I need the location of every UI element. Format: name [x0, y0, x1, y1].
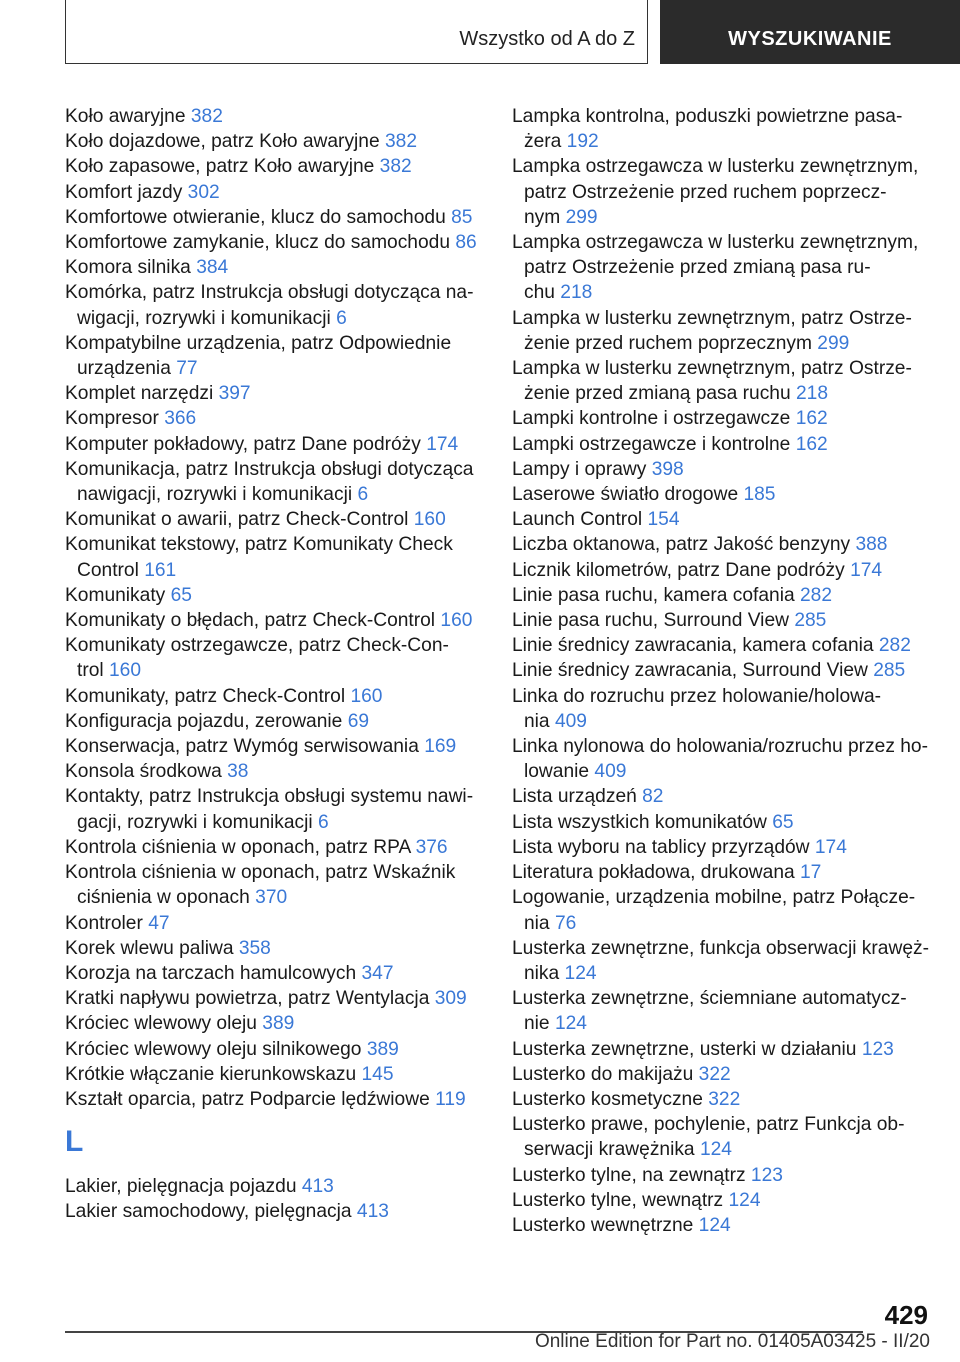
page-header: [0, 0, 960, 66]
index-entry-text: Komora silnika: [65, 257, 191, 279]
index-entry: [65, 1174, 485, 1199]
index-entry-text: Komunikaty: [65, 584, 166, 606]
index-entry-text: Lusterko wewnętrzne: [512, 1214, 694, 1236]
page-link[interactable]: 192: [566, 131, 599, 153]
page-link[interactable]: 174: [814, 836, 847, 858]
index-entry: [65, 633, 485, 683]
index-entry: [65, 784, 485, 834]
page-link[interactable]: 162: [795, 408, 828, 430]
index-entry: [512, 154, 932, 230]
index-entry: [65, 507, 485, 532]
index-entry: [65, 230, 485, 255]
index-entry-text: Lusterka zewnętrzne, usterki w działaniu: [512, 1038, 857, 1060]
index-entry: [512, 936, 932, 986]
index-list-l: [65, 1174, 485, 1224]
page-link[interactable]: 218: [796, 383, 829, 405]
index-entry-text: Lampki ostrzegawcze i kontrolne: [512, 433, 791, 455]
page-link[interactable]: 160: [413, 509, 446, 531]
index-entry-text: Konfiguracja pojazdu, zerowanie: [65, 710, 343, 732]
index-entry: [512, 1062, 932, 1087]
section-box: [65, 0, 648, 64]
index-entry: [65, 759, 485, 784]
index-entry: [512, 835, 932, 860]
index-entry: [512, 885, 932, 935]
index-entry: [65, 432, 485, 457]
page-link[interactable]: 86: [455, 232, 477, 254]
page-link[interactable]: 65: [170, 584, 192, 606]
index-entry-text: Lusterko kosmetyczne: [512, 1088, 703, 1110]
page-link[interactable]: 299: [817, 332, 850, 354]
index-entry: [512, 986, 932, 1036]
index-entry-text: Linie pasa ruchu, kamera cofania: [512, 584, 795, 606]
index-entry-text: Lampka ostrzegawcza w lusterku zewnętrznym,: [512, 156, 919, 178]
page-link[interactable]: 124: [564, 962, 597, 984]
index-entry-text: żera: [524, 131, 562, 153]
index-entry-text: Koło zapasowe, patrz Koło awaryjne: [65, 156, 375, 178]
index-entry-text: patrz Ostrzeżenie przed zmianą pasa ru-: [524, 257, 871, 279]
index-entry-text: Lampy i oprawy: [512, 458, 647, 480]
index-entry-text: nia: [524, 710, 550, 732]
index-entry-text: Kontrola ciśnienia w oponach, patrz Wskaźnik: [65, 862, 456, 884]
index-list-k: [65, 104, 485, 1112]
index-entry-text: Korek wlewu paliwa: [65, 937, 234, 959]
page-link[interactable]: 69: [347, 710, 370, 732]
index-entry: [512, 1037, 932, 1062]
page-link[interactable]: 123: [861, 1038, 894, 1060]
index-entry: [512, 684, 932, 734]
page-link[interactable]: 119: [435, 1088, 466, 1110]
index-entry: [65, 180, 485, 205]
index-entry: [512, 1188, 932, 1213]
index-entry: [65, 1037, 485, 1062]
index-entry: [65, 406, 485, 431]
index-entry-text: patrz Ostrzeżenie przed ruchem poprzecz-: [524, 181, 887, 203]
index-entry: [512, 230, 932, 306]
index-entry-text: Linie średnicy zawracania, kamera cofania: [512, 635, 874, 657]
page-link[interactable]: 160: [350, 685, 383, 707]
index-entry-text: Kompresor: [65, 408, 159, 430]
page-link[interactable]: 397: [218, 383, 251, 405]
page-link[interactable]: 358: [238, 937, 271, 959]
index-entry-text: Linka do rozruchu przez holowanie/holowa-: [512, 685, 882, 707]
index-entry-text: urządzenia: [77, 358, 171, 380]
index-entry: [65, 709, 485, 734]
page-link[interactable]: 124: [699, 1139, 732, 1161]
index-entry: [65, 381, 485, 406]
index-entry-text: Kontrola ciśnienia w oponach, patrz RPA: [65, 836, 411, 858]
index-entry-text: Komunikacja, patrz Instrukcja obsługi dotycząca: [65, 458, 474, 480]
index-entry-text: Komunikat tekstowy, patrz Komunikaty Check: [65, 534, 453, 556]
index-entry-text: Licznik kilometrów, patrz Dane podróży: [512, 559, 845, 581]
index-entry: [65, 1199, 485, 1224]
index-entry: [512, 104, 932, 154]
page-link[interactable]: 413: [301, 1176, 334, 1198]
page-link[interactable]: 366: [164, 408, 197, 430]
index-entry-text: Lusterka zewnętrzne, ściemniane automatycz-: [512, 988, 907, 1010]
index-entry: [65, 457, 485, 507]
index-entry-text: Lakier, pielęgnacja pojazdu: [65, 1176, 297, 1198]
page-link[interactable]: 154: [647, 509, 680, 531]
index-entry-text: Kompatybilne urządzenia, patrz Odpowiednie: [65, 332, 452, 354]
index-entry-text: Linka nylonowa do holowania/rozruchu przez ho-: [512, 736, 928, 758]
page-link[interactable]: 124: [728, 1189, 761, 1211]
index-entry-text: Lampka ostrzegawcza w lusterku zewnętrznym,: [512, 232, 919, 254]
index-entry: [65, 860, 485, 910]
index-entry-text: żenie przed zmianą pasa ruchu: [524, 383, 791, 405]
footer-edition: Online Edition for Part no. 01405A03425 - II/20: [534, 1331, 930, 1352]
index-entry-text: Króciec wlewowy oleju silnikowego: [65, 1038, 362, 1060]
index-entry-text: Koło awaryjne: [65, 106, 186, 127]
page-link[interactable]: 398: [651, 458, 684, 480]
search-tab[interactable]: [660, 0, 960, 64]
index-entry-text: Koło dojazdowe, patrz Koło awaryjne: [65, 131, 380, 153]
index-entry-text: Control: [77, 559, 139, 581]
index-entry-text: Kratki napływu powietrza, patrz Wentylacja: [65, 988, 430, 1010]
index-entry-text: Króciec wlewowy oleju: [65, 1013, 257, 1035]
index-entry: [512, 1112, 932, 1162]
index-entry-text: nym: [524, 206, 561, 228]
index-entry-text: Linie średnicy zawracania, Surround View: [512, 660, 868, 682]
index-entry: [512, 457, 932, 482]
index-entry-text: Literatura pokładowa, drukowana: [512, 862, 795, 884]
index-entry: [512, 658, 932, 683]
index-entry: [65, 608, 485, 633]
index-entry-text: wigacji, rozrywki i komunikacji: [77, 307, 331, 329]
index-entry-text: Konsola środkowa: [65, 761, 222, 783]
page-link[interactable]: 47: [148, 912, 170, 934]
index-entry: [512, 583, 932, 608]
index-entry: [512, 734, 932, 784]
search-tab-label: WYSZUKIWANIE: [728, 28, 892, 50]
index-entry-text: Konserwacja, patrz Wymóg serwisowania: [65, 736, 419, 758]
index-entry: [512, 784, 932, 809]
index-entry: [65, 835, 485, 860]
page-link[interactable]: 124: [698, 1214, 731, 1236]
index-entry: [65, 936, 485, 961]
index-entry-text: Komunikat o awarii, patrz Check-Control: [65, 509, 409, 531]
page-link[interactable]: 282: [800, 584, 833, 606]
page-link[interactable]: 6: [317, 811, 329, 833]
page-link[interactable]: 65: [772, 811, 794, 833]
index-entry: [512, 482, 932, 507]
page-link[interactable]: 285: [873, 660, 906, 682]
index-entry: [65, 684, 485, 709]
index-entry-text: Kontroler: [65, 912, 143, 934]
page-link[interactable]: 382: [385, 131, 418, 153]
index-column-right: [512, 104, 932, 1238]
index-entry: [512, 356, 932, 406]
page-link[interactable]: 185: [743, 484, 776, 506]
index-entry-text: Lusterko do makijażu: [512, 1063, 694, 1085]
page-link[interactable]: 76: [554, 912, 577, 934]
page-link[interactable]: 382: [379, 156, 412, 178]
index-entry: [65, 154, 485, 179]
page-link[interactable]: 388: [855, 534, 888, 556]
page-link[interactable]: 77: [176, 358, 198, 380]
index-entry: [65, 1087, 485, 1112]
index-entry-text: Linie pasa ruchu, Surround View: [512, 610, 789, 632]
index-entry-text: Lista urządzeń: [512, 786, 637, 808]
index-entry: [65, 961, 485, 986]
index-entry: [65, 331, 485, 381]
index-entry: [65, 583, 485, 608]
index-entry: [65, 734, 485, 759]
index-entry: [512, 1163, 932, 1188]
index-entry-text: Komfort jazdy: [65, 181, 183, 203]
index-entry: [65, 104, 485, 129]
index-entry-text: Liczba oktanowa, patrz Jakość benzyny: [512, 534, 851, 556]
page-link[interactable]: 384: [196, 257, 229, 279]
index-entry: [512, 432, 932, 457]
page-link[interactable]: 322: [698, 1063, 731, 1085]
index-entry: [65, 986, 485, 1011]
index-entry-text: Laserowe światło drogowe: [512, 484, 739, 506]
index-entry-text: Lusterka zewnętrzne, funkcja obserwacji krawęż-: [512, 937, 929, 959]
page-link[interactable]: 347: [361, 962, 394, 984]
page-link[interactable]: 382: [190, 106, 223, 127]
page-link[interactable]: 282: [878, 635, 911, 657]
index-entry-text: trol: [77, 660, 104, 682]
index-entry-text: Krótkie włączanie kierunkowskazu: [65, 1063, 357, 1085]
page-link[interactable]: 174: [426, 433, 459, 455]
page-link[interactable]: 389: [262, 1013, 295, 1035]
page-link[interactable]: 124: [554, 1013, 587, 1035]
index-entry: [512, 532, 932, 557]
page-link[interactable]: 174: [850, 559, 883, 581]
page-link[interactable]: 370: [255, 887, 288, 909]
index-entry: [512, 1087, 932, 1112]
index-entry: [512, 860, 932, 885]
page-link[interactable]: 409: [554, 710, 587, 732]
index-entry: [65, 205, 485, 230]
page-link[interactable]: 299: [565, 206, 598, 228]
index-entry: [65, 532, 485, 582]
index-entry-text: Komórka, patrz Instrukcja obsługi dotycząca na-: [65, 282, 474, 304]
page-link[interactable]: 145: [361, 1063, 394, 1085]
page-link[interactable]: 218: [560, 282, 593, 304]
page-link[interactable]: 409: [594, 761, 627, 783]
index-entry: [65, 280, 485, 330]
index-entry: [512, 507, 932, 532]
index-entry-text: Lampka w lusterku zewnętrznym, patrz Ostrze-: [512, 358, 912, 380]
index-entry-text: Lista wszystkich komunikatów: [512, 811, 767, 833]
index-entry-text: ciśnienia w oponach: [77, 887, 250, 909]
page-link[interactable]: 389: [366, 1038, 399, 1060]
page-link[interactable]: 17: [800, 862, 822, 884]
page-link[interactable]: 302: [187, 181, 220, 203]
page-link[interactable]: 285: [794, 610, 827, 632]
index-entry-text: Komunikaty, patrz Check-Control: [65, 685, 346, 707]
letter-heading: L: [65, 1125, 84, 1159]
index-entry: [512, 1213, 932, 1238]
index-entry-text: Komputer pokładowy, patrz Dane podróży: [65, 433, 421, 455]
index-entry-text: Kształt oparcia, patrz Podparcie lędźwiowe: [65, 1088, 430, 1110]
index-entry: [65, 1011, 485, 1036]
index-entry-text: chu: [524, 282, 555, 304]
index-column-left: [65, 104, 485, 1225]
index-entry-text: Komunikaty ostrzegawcze, patrz Check-Con-: [65, 635, 449, 657]
index-entry-text: Komfortowe otwieranie, klucz do samochodu: [65, 206, 446, 228]
page-link[interactable]: 322: [708, 1088, 741, 1110]
page-link[interactable]: 6: [336, 307, 347, 329]
index-entry: [65, 911, 485, 936]
index-entry-text: serwacji krawężnika: [524, 1139, 695, 1161]
index-entry-text: Lusterko tylne, wewnątrz: [512, 1189, 724, 1211]
index-entry-text: nia: [524, 912, 550, 934]
index-entry-text: Lusterko tylne, na zewnątrz: [512, 1164, 746, 1186]
page-link[interactable]: 162: [795, 433, 828, 455]
index-entry-text: żenie przed ruchem poprzecznym: [524, 332, 812, 354]
page-link[interactable]: 161: [144, 559, 177, 581]
index-entry: [512, 608, 932, 633]
index-entry-text: nika: [524, 962, 560, 984]
index-entry-text: nie: [524, 1013, 550, 1035]
index-entry-text: Launch Control: [512, 509, 643, 531]
index-entry-text: Lakier samochodowy, pielęgnacja: [65, 1201, 352, 1223]
index-entry-text: Komfortowe zamykanie, klucz do samochodu: [65, 232, 450, 254]
page-link[interactable]: 413: [356, 1201, 389, 1223]
index-entry-text: Komunikaty o błędach, patrz Check-Control: [65, 610, 436, 632]
index-entry-text: Kontakty, patrz Instrukcja obsługi systemu nawi-: [65, 786, 474, 808]
page-link[interactable]: 6: [357, 484, 369, 506]
index-entry-text: Komplet narzędzi: [65, 383, 214, 405]
index-entry-text: lowanie: [524, 761, 590, 783]
index-entry-text: Logowanie, urządzenia mobilne, patrz Połącze-: [512, 887, 916, 909]
index-entry: [512, 633, 932, 658]
index-entry: [65, 129, 485, 154]
index-entry: [65, 1062, 485, 1087]
index-entry: [512, 558, 932, 583]
index-entry: [512, 306, 932, 356]
page-link[interactable]: 160: [109, 660, 142, 682]
section-title: Wszystko od A do Z: [459, 28, 635, 50]
index-entry: [65, 255, 485, 280]
index-entry-text: gacji, rozrywki i komunikacji: [77, 811, 313, 833]
index-entry-text: Lista wyboru na tablicy przyrządów: [512, 836, 810, 858]
index-entry: [512, 810, 932, 835]
index-entry: [512, 406, 932, 431]
index-entry-text: Lampka kontrolna, poduszki powietrzne pasa-: [512, 106, 903, 127]
page-link[interactable]: 85: [451, 206, 473, 228]
index-entry-text: Lusterko prawe, pochylenie, patrz Funkcja ob-: [512, 1114, 905, 1136]
page-link[interactable]: 160: [440, 610, 473, 632]
page-link[interactable]: 169: [424, 736, 457, 758]
index-entry-text: Lampki kontrolne i ostrzegawcze: [512, 408, 791, 430]
page-link[interactable]: 309: [434, 988, 467, 1010]
page-link[interactable]: 82: [642, 786, 664, 808]
page-number: 429: [884, 1300, 928, 1330]
page-link[interactable]: 376: [415, 836, 448, 858]
page-link[interactable]: 123: [750, 1164, 783, 1186]
index-entry-text: nawigacji, rozrywki i komunikacji: [77, 484, 353, 506]
page-link[interactable]: 38: [227, 761, 249, 783]
index-entry-text: Korozja na tarczach hamulcowych: [65, 962, 357, 984]
index-list-l-continued: [512, 104, 932, 1238]
index-entry-text: Lampka w lusterku zewnętrznym, patrz Ostrze-: [512, 307, 912, 329]
